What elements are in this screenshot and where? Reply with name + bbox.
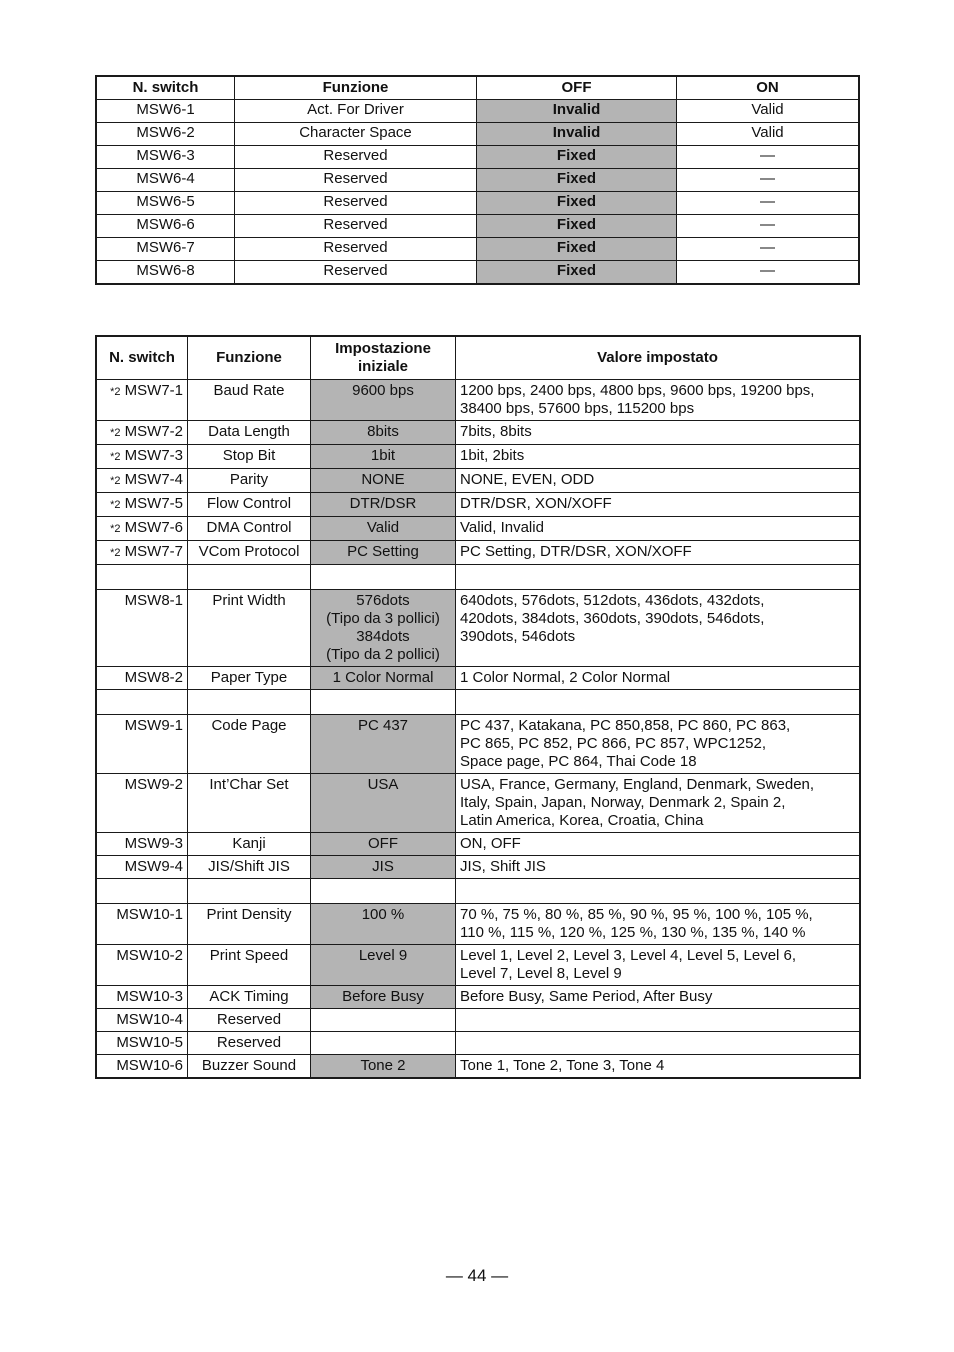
values-line: 420dots, 384dots, 360dots, 390dots, 546dots, xyxy=(460,610,765,627)
switch-id xyxy=(97,421,188,445)
function-name: ACK Timing xyxy=(188,986,311,1009)
switch-id: MSW8-2 xyxy=(97,667,188,690)
set-values: 7bits, 8bits xyxy=(456,421,860,445)
table-row xyxy=(97,238,859,261)
set-values: PC Setting, DTR/DSR, XON/XOFF xyxy=(456,541,860,565)
switch-id: MSW9-2 xyxy=(97,774,188,833)
values-line: Space page, PC 864, Thai Code 18 xyxy=(460,753,697,770)
header-initial-setting xyxy=(311,337,456,380)
on-value: — xyxy=(677,169,859,192)
table-row xyxy=(97,904,860,945)
switch-id: MSW6-2 xyxy=(97,123,235,146)
initial-value: PC 437 xyxy=(311,715,456,774)
initial-value: 1 Color Normal xyxy=(311,667,456,690)
function-name: Stop Bit xyxy=(188,445,311,469)
on-value: — xyxy=(677,215,859,238)
spacer-cell xyxy=(311,879,456,904)
switch-id xyxy=(97,541,188,565)
switch-id: MSW9-3 xyxy=(97,833,188,856)
switch-id-text: MSW7-7 xyxy=(124,543,183,560)
table-row xyxy=(97,469,860,493)
spacer-cell xyxy=(311,690,456,715)
function-name: Reserved xyxy=(235,146,477,169)
initial-value: 8bits xyxy=(311,421,456,445)
switch-id xyxy=(97,445,188,469)
table-row xyxy=(97,215,859,238)
set-values xyxy=(456,380,860,421)
note-mark: *2 xyxy=(110,451,121,463)
spacer-cell xyxy=(456,565,860,590)
switch-id-text: MSW7-5 xyxy=(124,495,183,512)
spacer-row xyxy=(97,565,860,590)
table-row xyxy=(97,715,860,774)
values-line: Italy, Spain, Japan, Norway, Denmark 2, Spain 2, xyxy=(460,794,786,811)
switch-id xyxy=(97,469,188,493)
table-row xyxy=(97,774,860,833)
note-mark: *2 xyxy=(110,523,121,535)
function-name: Kanji xyxy=(188,833,311,856)
spacer-cell xyxy=(456,690,860,715)
set-values xyxy=(456,904,860,945)
table-row xyxy=(97,986,860,1009)
values-line: Level 1, Level 2, Level 3, Level 4, Level 5, Level 6, xyxy=(460,947,797,964)
table-row xyxy=(97,421,860,445)
switch-id: MSW6-6 xyxy=(97,215,235,238)
initial-line: (Tipo da 2 pollici) xyxy=(326,646,440,663)
on-value: Valid xyxy=(677,100,859,123)
initial-value: 100 % xyxy=(311,904,456,945)
switch-id: MSW10-3 xyxy=(97,986,188,1009)
header-set-values: Valore impostato xyxy=(456,337,860,380)
switch-id: MSW6-5 xyxy=(97,192,235,215)
initial-value: 9600 bps xyxy=(311,380,456,421)
off-value: Invalid xyxy=(477,100,677,123)
values-line: PC 437, Katakana, PC 850,858, PC 860, PC 863, xyxy=(460,717,791,734)
table-row xyxy=(97,169,859,192)
table-row xyxy=(97,445,860,469)
set-values: Valid, Invalid xyxy=(456,517,860,541)
on-value: Valid xyxy=(677,123,859,146)
switch-id: MSW6-7 xyxy=(97,238,235,261)
function-name: Print Width xyxy=(188,590,311,667)
set-values xyxy=(456,715,860,774)
table-row xyxy=(97,517,860,541)
header-switch: N. switch xyxy=(97,77,235,100)
function-name: Reserved xyxy=(235,192,477,215)
spacer-cell xyxy=(188,879,311,904)
spacer-cell xyxy=(311,565,456,590)
table-row xyxy=(97,1032,860,1055)
table-row xyxy=(97,590,860,667)
switch-id-text: MSW7-6 xyxy=(124,519,183,536)
header-on: ON xyxy=(677,77,859,100)
table-row xyxy=(97,123,859,146)
function-name: Reserved xyxy=(188,1032,311,1055)
switch-id: MSW6-1 xyxy=(97,100,235,123)
switch-id: MSW10-6 xyxy=(97,1055,188,1078)
set-values: 1bit, 2bits xyxy=(456,445,860,469)
switch-id xyxy=(97,493,188,517)
switch-id: MSW9-4 xyxy=(97,856,188,879)
initial-value xyxy=(311,1032,456,1055)
switch-id: MSW10-2 xyxy=(97,945,188,986)
function-name: DMA Control xyxy=(188,517,311,541)
values-line: USA, France, Germany, England, Denmark, Sweden, xyxy=(460,776,815,793)
on-value: — xyxy=(677,238,859,261)
function-name: Paper Type xyxy=(188,667,311,690)
switch-id: MSW6-3 xyxy=(97,146,235,169)
table-row xyxy=(97,261,859,284)
switch-id xyxy=(97,517,188,541)
initial-value: Valid xyxy=(311,517,456,541)
set-values: NONE, EVEN, ODD xyxy=(456,469,860,493)
table-row xyxy=(97,1055,860,1078)
function-name: JIS/Shift JIS xyxy=(188,856,311,879)
initial-value: PC Setting xyxy=(311,541,456,565)
spacer-row xyxy=(97,690,860,715)
values-line: 110 %, 115 %, 120 %, 125 %, 130 %, 135 %, 140 % xyxy=(460,924,806,941)
set-values: Tone 1, Tone 2, Tone 3, Tone 4 xyxy=(456,1055,860,1078)
table-row xyxy=(97,146,859,169)
values-line: Level 7, Level 8, Level 9 xyxy=(460,965,622,982)
msw7-10-table xyxy=(96,336,860,1078)
initial-line: (Tipo da 3 pollici) xyxy=(326,610,440,627)
initial-value: Level 9 xyxy=(311,945,456,986)
table-row xyxy=(97,833,860,856)
set-values xyxy=(456,1032,860,1055)
spacer-cell xyxy=(97,690,188,715)
function-name: Reserved xyxy=(188,1009,311,1032)
spacer-row xyxy=(97,879,860,904)
switch-id: MSW6-8 xyxy=(97,261,235,284)
switch-id: MSW10-5 xyxy=(97,1032,188,1055)
set-values: Before Busy, Same Period, After Busy xyxy=(456,986,860,1009)
on-value: — xyxy=(677,261,859,284)
initial-value xyxy=(311,1009,456,1032)
function-name: Character Space xyxy=(235,123,477,146)
function-name: Flow Control xyxy=(188,493,311,517)
values-line: 1200 bps, 2400 bps, 4800 bps, 9600 bps, 19200 bps, xyxy=(460,382,815,399)
switch-id-text: MSW7-2 xyxy=(124,423,183,440)
spacer-cell xyxy=(97,565,188,590)
off-value: Invalid xyxy=(477,123,677,146)
initial-line: 384dots xyxy=(356,628,410,645)
note-mark: *2 xyxy=(110,427,121,439)
switch-id-text: MSW7-1 xyxy=(124,382,183,399)
msw6-table xyxy=(96,76,859,284)
function-name: Reserved xyxy=(235,261,477,284)
header-initial-line2: iniziale xyxy=(357,358,409,375)
initial-value: Before Busy xyxy=(311,986,456,1009)
switch-id: MSW10-1 xyxy=(97,904,188,945)
initial-value: DTR/DSR xyxy=(311,493,456,517)
table-row xyxy=(97,100,859,123)
off-value: Fixed xyxy=(477,192,677,215)
table-header-row xyxy=(97,77,859,100)
set-values xyxy=(456,590,860,667)
off-value: Fixed xyxy=(477,238,677,261)
initial-value: USA xyxy=(311,774,456,833)
table-row xyxy=(97,380,860,421)
switch-id-text: MSW7-3 xyxy=(124,447,183,464)
table-row xyxy=(97,667,860,690)
header-initial-line1: Impostazione xyxy=(335,340,431,357)
header-switch: N. switch xyxy=(97,337,188,380)
switch-id: MSW6-4 xyxy=(97,169,235,192)
function-name: Int’Char Set xyxy=(188,774,311,833)
on-value: — xyxy=(677,192,859,215)
initial-value: NONE xyxy=(311,469,456,493)
spacer-cell xyxy=(97,879,188,904)
header-function: Funzione xyxy=(188,337,311,380)
function-name: Reserved xyxy=(235,238,477,261)
function-name: Reserved xyxy=(235,215,477,238)
table-row xyxy=(97,493,860,517)
initial-value: OFF xyxy=(311,833,456,856)
function-name: Data Length xyxy=(188,421,311,445)
values-line: 640dots, 576dots, 512dots, 436dots, 432dots, xyxy=(460,592,765,609)
table-row xyxy=(97,856,860,879)
values-line: Latin America, Korea, Croatia, China xyxy=(460,812,704,829)
switch-id: MSW8-1 xyxy=(97,590,188,667)
note-mark: *2 xyxy=(110,386,121,398)
set-values xyxy=(456,774,860,833)
set-values: 1 Color Normal, 2 Color Normal xyxy=(456,667,860,690)
table-row xyxy=(97,1009,860,1032)
function-name: Buzzer Sound xyxy=(188,1055,311,1078)
function-name: Reserved xyxy=(235,169,477,192)
function-name: VCom Protocol xyxy=(188,541,311,565)
note-mark: *2 xyxy=(110,547,121,559)
values-line: 70 %, 75 %, 80 %, 85 %, 90 %, 95 %, 100 %, 105 %, xyxy=(460,906,813,923)
note-mark: *2 xyxy=(110,475,121,487)
initial-value xyxy=(311,590,456,667)
values-line: PC 865, PC 852, PC 866, PC 857, WPC1252, xyxy=(460,735,766,752)
initial-value: 1bit xyxy=(311,445,456,469)
table-row xyxy=(97,192,859,215)
off-value: Fixed xyxy=(477,215,677,238)
function-name: Code Page xyxy=(188,715,311,774)
set-values xyxy=(456,1009,860,1032)
function-name: Print Speed xyxy=(188,945,311,986)
initial-line: 576dots xyxy=(356,592,410,609)
table-row xyxy=(97,541,860,565)
values-line: 390dots, 546dots xyxy=(460,628,576,645)
function-name: Parity xyxy=(188,469,311,493)
function-name: Act. For Driver xyxy=(235,100,477,123)
header-function: Funzione xyxy=(235,77,477,100)
switch-id xyxy=(97,380,188,421)
set-values: ON, OFF xyxy=(456,833,860,856)
spacer-cell xyxy=(456,879,860,904)
switch-id-text: MSW7-4 xyxy=(124,471,183,488)
initial-value: Tone 2 xyxy=(311,1055,456,1078)
off-value: Fixed xyxy=(477,146,677,169)
off-value: Fixed xyxy=(477,261,677,284)
on-value: — xyxy=(677,146,859,169)
note-mark: *2 xyxy=(110,499,121,511)
switch-id: MSW10-4 xyxy=(97,1009,188,1032)
set-values: JIS, Shift JIS xyxy=(456,856,860,879)
header-off: OFF xyxy=(477,77,677,100)
function-name: Baud Rate xyxy=(188,380,311,421)
function-name: Print Density xyxy=(188,904,311,945)
off-value: Fixed xyxy=(477,169,677,192)
table-row xyxy=(97,945,860,986)
spacer-cell xyxy=(188,690,311,715)
set-values xyxy=(456,945,860,986)
page-number: — 44 — xyxy=(445,1266,509,1285)
set-values: DTR/DSR, XON/XOFF xyxy=(456,493,860,517)
spacer-cell xyxy=(188,565,311,590)
initial-value: JIS xyxy=(311,856,456,879)
switch-id: MSW9-1 xyxy=(97,715,188,774)
table-header-row xyxy=(97,337,860,380)
values-line: 38400 bps, 57600 bps, 115200 bps xyxy=(460,400,695,417)
